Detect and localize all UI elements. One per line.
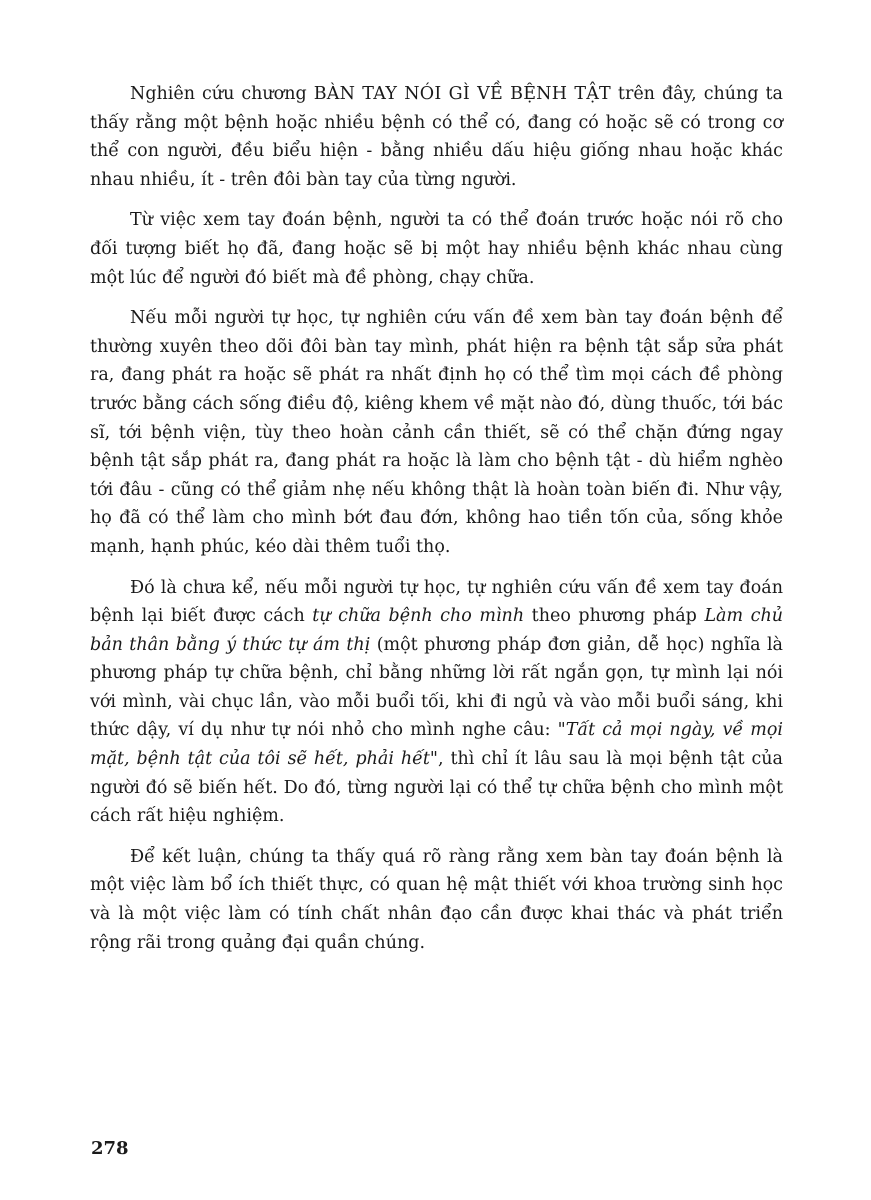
paragraph-4-text-a: Đó là chưa kể, nếu mỗi người tự học, tự nghiên cứu vấn đề xem tay đoán bệnh lại biết được cách <box>90 577 783 627</box>
emphasis-self-healing: tự chữa bệnh cho mình <box>312 606 525 627</box>
paragraph-4-text-d: , thì chỉ ít lâu sau là mọi bệnh tật của người đó sẽ biến hết. Do đó, từng người lại có thể tự chữa bệnh cho mình một cách rất hiệu nghiệm. <box>90 749 783 827</box>
page-number: 278 <box>91 1138 129 1159</box>
paragraph-4 <box>90 574 783 831</box>
paragraph-3: Nếu mỗi người tự học, tự nghiên cứu vấn đề xem bàn tay đoán bệnh để thường xuyên theo dõi đôi bàn tay mình, phát hiện ra bệnh tật sắp sửa phát ra, đang phát ra hoặc sẽ phát ra nhất định họ có thể tìm mọi cách đề phòng trước bằng cách sống điều độ, kiêng khem về mặt nào đó, dùng thuốc, tới bác sĩ, tới bệnh viện, tùy theo hoàn cảnh cần thiết, sẽ có thể chặn đứng ngay bệnh tật sắp phát ra, đang phát ra hoặc là làm cho bệnh tật - dù hiểm nghèo tới đâu - cũng có thể giảm nhẹ nếu không thật là hoàn toàn biến đi. Như vậy, họ đã có thể làm cho mình bớt đau đớn, không hao tiền tốn của, sống khỏe mạnh, hạnh phúc, kéo dài thêm tuổi thọ. <box>90 308 783 557</box>
paragraph-5: Để kết luận, chúng ta thấy quá rõ ràng rằng xem bàn tay đoán bệnh là một việc làm bổ ích thiết thực, có quan hệ mật thiết với khoa trường sinh học và là một việc làm có tính chất nhân đạo cần được khai thác và phát triển rộng rãi trong quảng đại quần chúng. <box>90 846 783 953</box>
emphasis-quote: "Tất cả mọi ngày, về mọi mặt, bệnh tật của tôi sẽ hết, phải hết" <box>90 720 783 770</box>
emphasis-method-name: Làm chủ bản thân bằng ý thức tự ám thị <box>90 606 783 655</box>
paragraph-4-text-c: (một phương pháp đơn giản, dễ học) nghĩa là phương pháp tự chữa bệnh, chỉ bằng những lời rất ngắn gọn, tự mình lại nói với mình, vài chục lần, vào mỗi buổi tối, khi đi ngủ và vào mỗi buổi sáng, khi thức dậy, ví dụ như tự nói nhỏ cho mình nghe câu: <box>90 634 783 741</box>
paragraph-1 <box>90 80 783 194</box>
paragraph-1-text-start: Nghiên cứu chương <box>130 84 314 104</box>
paragraph-1-text-end: trên đây, chúng ta thấy rằng một bệnh hoặc nhiều bệnh có thể có, đang có hoặc sẽ có trong cơ thể con người, đều biểu hiện - bằng nhiều dấu hiệu giống nhau hoặc khác nhau nhiều, ít - trên đôi bàn tay của từng người. <box>90 84 783 190</box>
chapter-reference: BÀN TAY NÓI GÌ VỀ BỆNH TẬT <box>313 84 611 104</box>
paragraph-2: Từ việc xem tay đoán bệnh, người ta có thể đoán trước hoặc nói rõ cho đối tượng biết họ đã, đang hoặc sẽ bị một hay nhiều bệnh khác nhau cùng một lúc để người đó biết mà đề phòng, chạy chữa. <box>90 210 783 288</box>
paragraph-4-text-b: theo phương pháp <box>524 606 705 627</box>
body-text <box>90 80 783 969</box>
